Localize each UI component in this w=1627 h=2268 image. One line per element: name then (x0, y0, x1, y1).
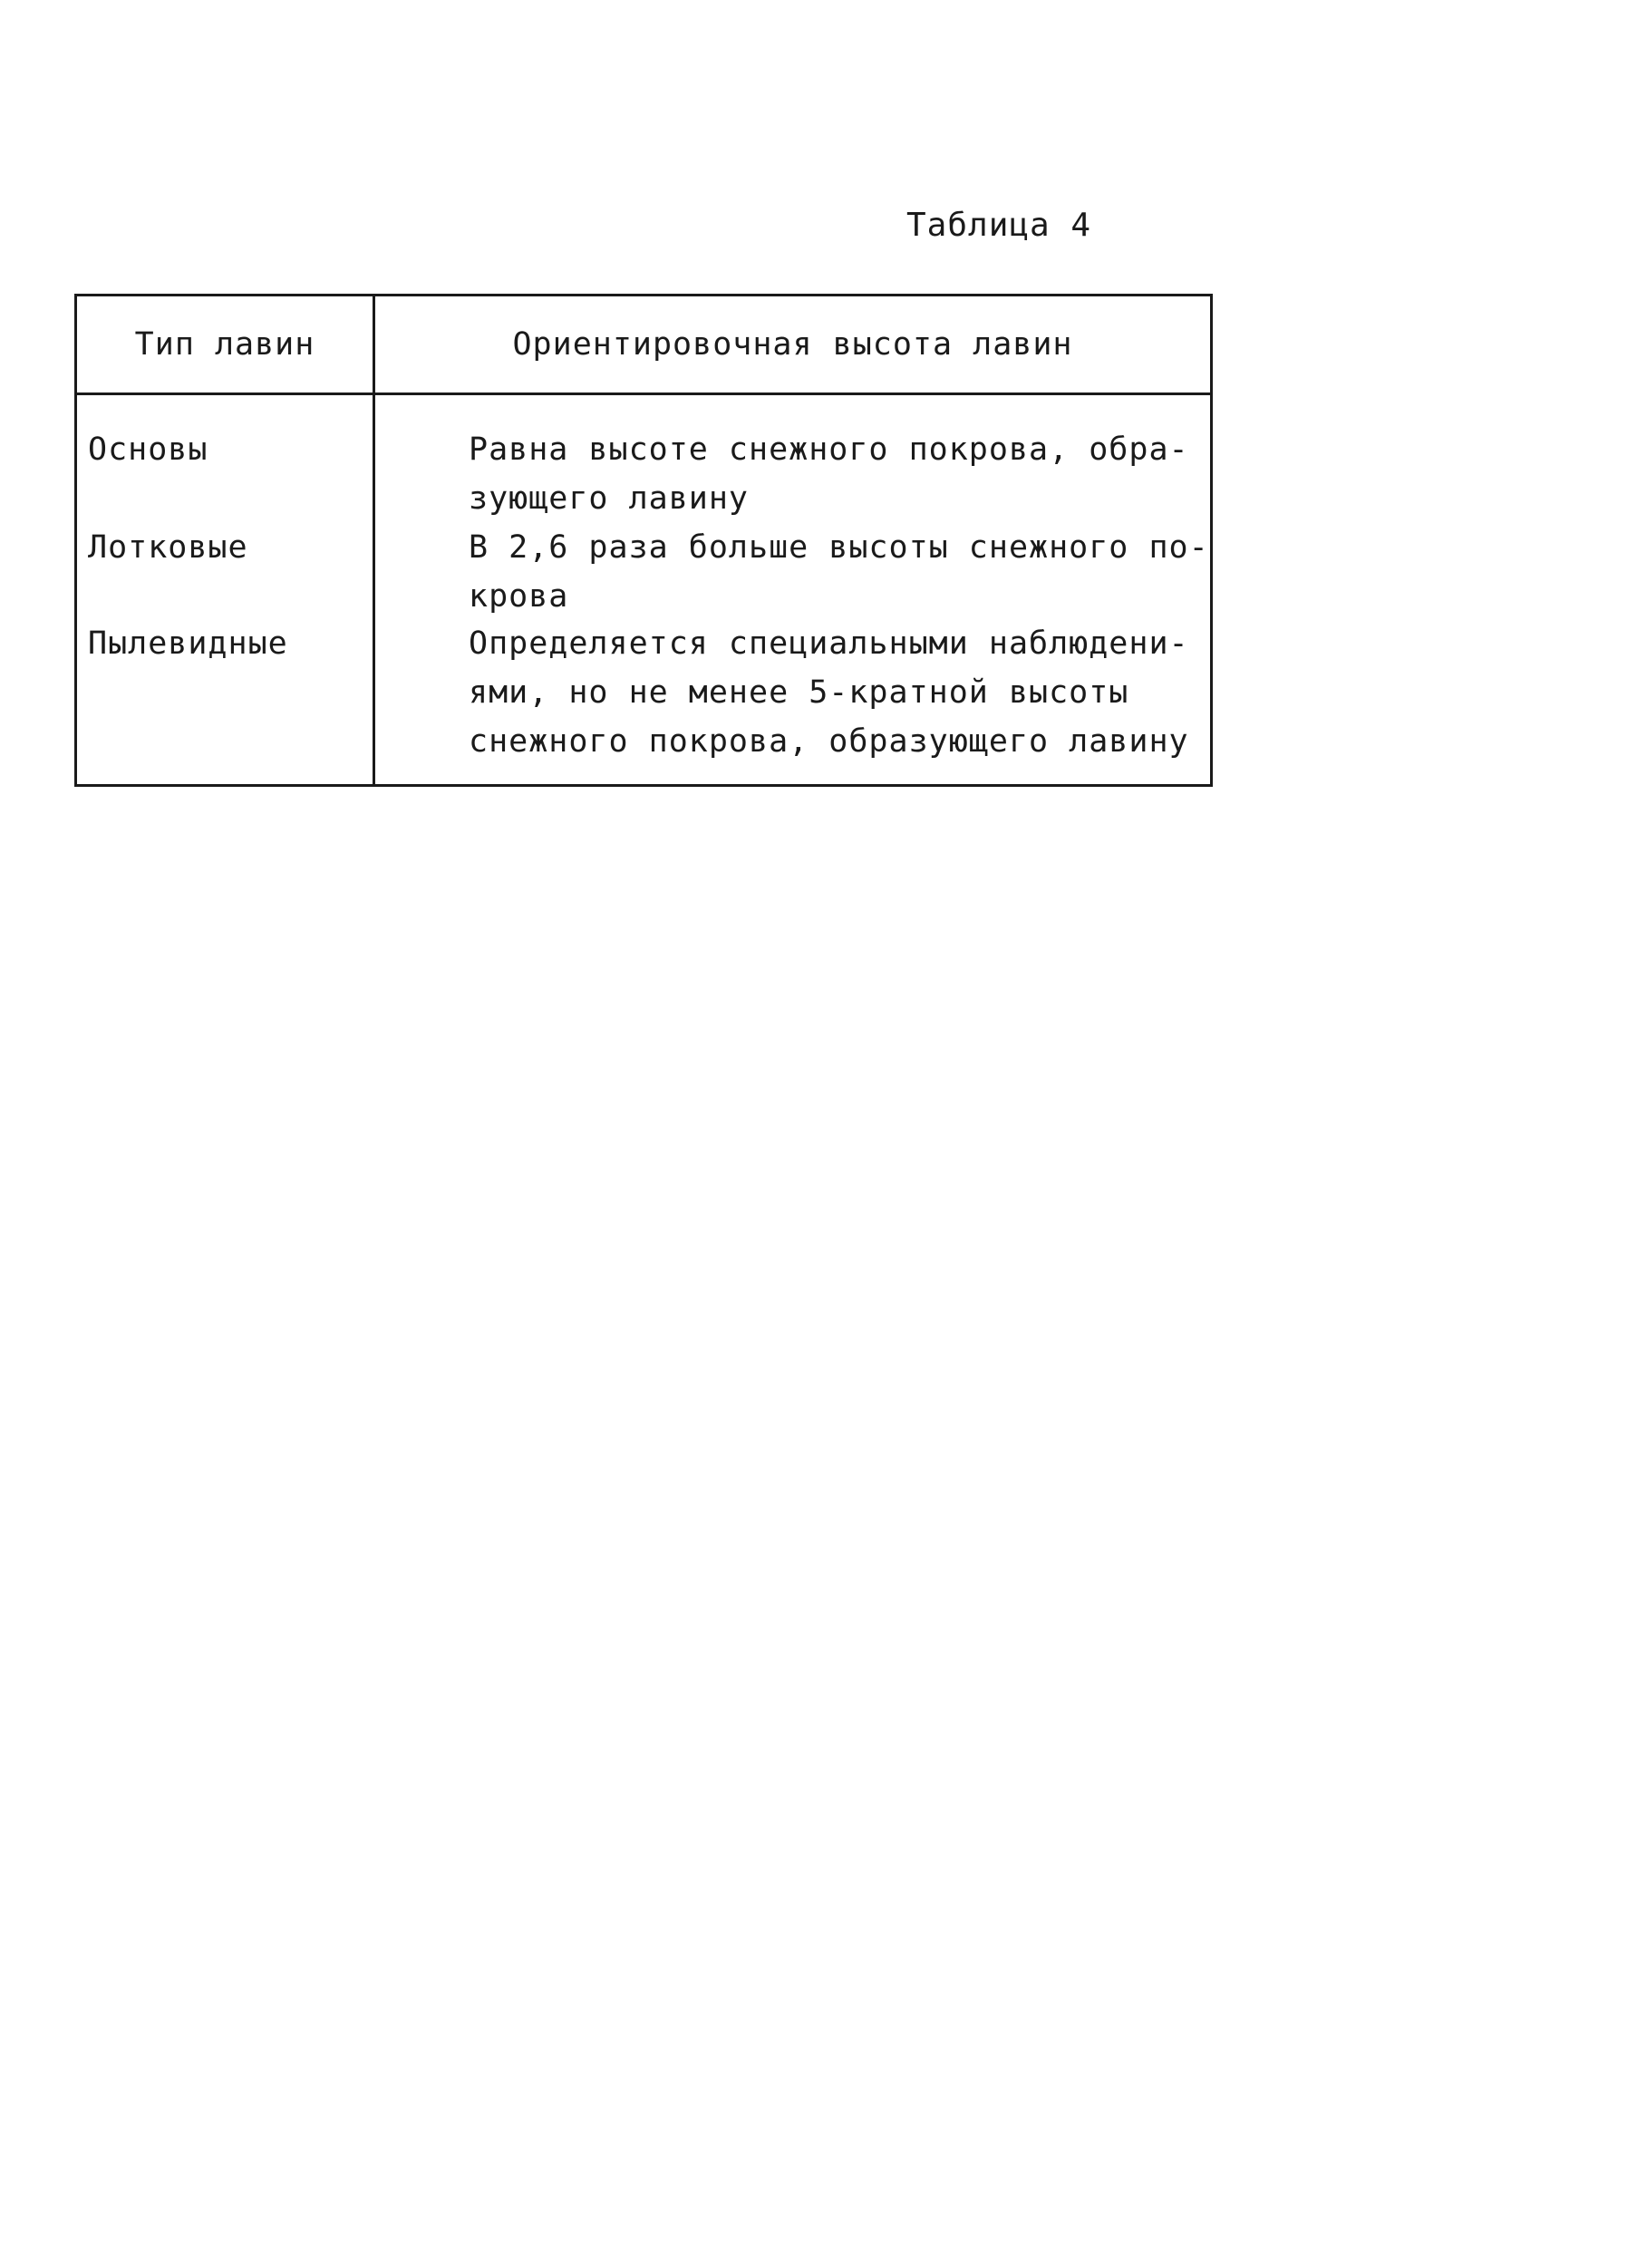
row-height-pylevidnye: Определяется специальными наблюдени- ями, но не менее 5-кратной высоты снежного покрова, образующего лавину (469, 625, 1189, 760)
table-caption: Таблица 4 (906, 207, 1092, 244)
row-height-lotkovye: В 2,6 раза больше высоты снежного по- крова (469, 529, 1209, 615)
header-approximate-height: Ориентировочная высота лавин (512, 326, 1073, 363)
avalanche-height-table (74, 294, 1213, 787)
header-divider (77, 393, 1210, 395)
row-height-osnovy: Равна высоте снежного покрова, обра- зующего лавину (469, 431, 1189, 517)
header-avalanche-type: Тип лавин (134, 326, 315, 363)
row-type-osnovy: Основы (88, 431, 208, 468)
row-type-lotkovye: Лотковые (88, 529, 248, 566)
row-type-pylevidnye: Пылевидные (88, 625, 288, 662)
